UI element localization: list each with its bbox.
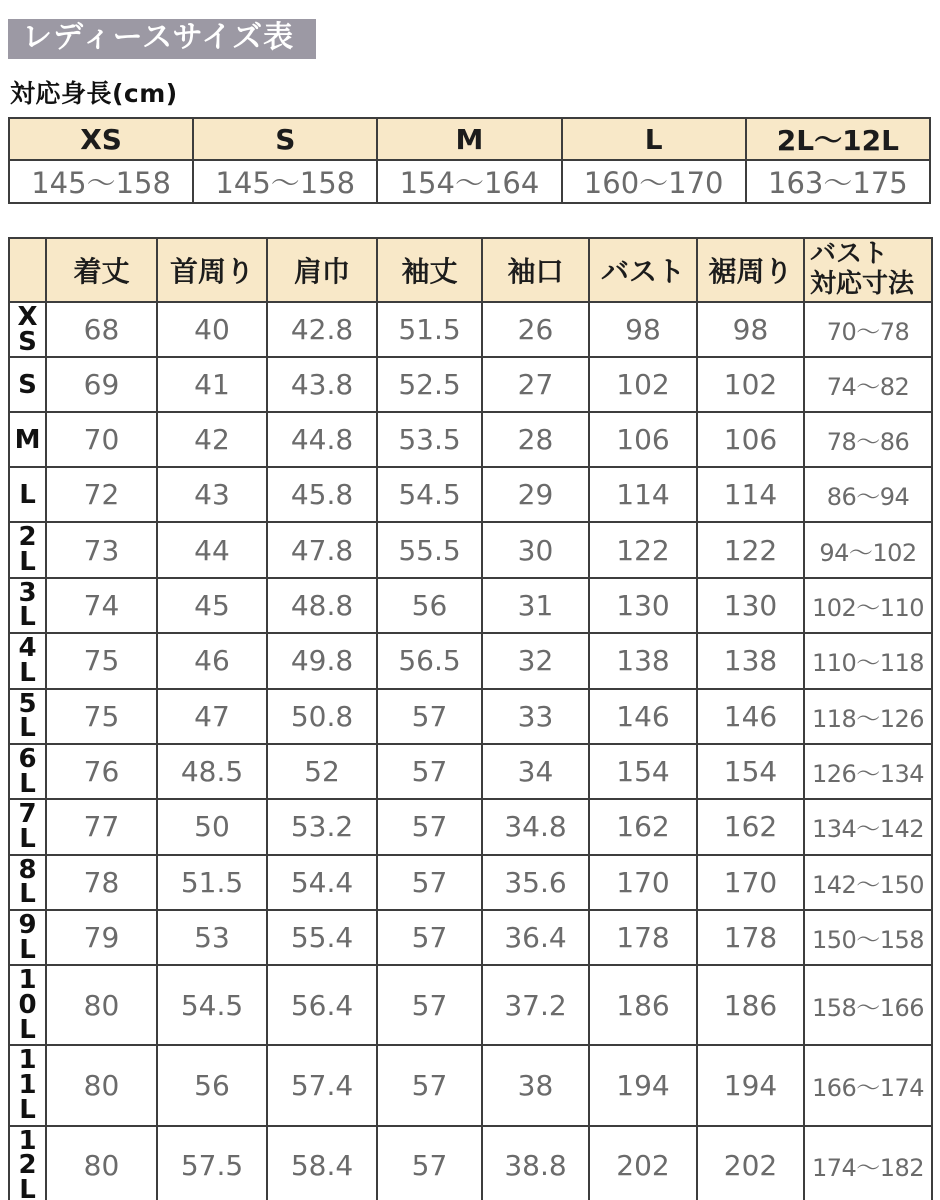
size-row-label: 9L [9,910,46,965]
height-range-cell: 163〜175 [746,160,930,203]
measurement-cell: 52 [267,744,377,799]
height-col-header: 2L〜12L [746,118,930,160]
measurement-cell: 102〜110 [804,578,932,633]
table-row [9,467,932,522]
measurement-cell: 32 [482,633,589,688]
measurement-cell: 194 [697,1045,804,1125]
measurement-cell: 47 [157,689,267,744]
measurement-cell: 34.8 [482,799,589,854]
measurement-cell: 114 [589,467,697,522]
size-table [8,237,933,1200]
measurement-cell: 33 [482,689,589,744]
measurement-cell: 44.8 [267,412,377,467]
measurement-cell: 57 [377,855,482,910]
measurement-cell: 57.4 [267,1045,377,1125]
measurement-cell: 79 [46,910,157,965]
measurement-cell: 73 [46,522,157,577]
measurement-cell: 49.8 [267,633,377,688]
size-row-label: 8L [9,855,46,910]
height-col-header: M [377,118,561,160]
measurement-cell: 102 [589,357,697,412]
measurement-cell: 58.4 [267,1126,377,1200]
measurement-cell: 75 [46,633,157,688]
measurement-cell: 130 [589,578,697,633]
bust-range-header-line1: バスト [810,239,889,270]
table-row [9,744,932,799]
measurement-cell: 154 [697,744,804,799]
measurement-cell: 57 [377,910,482,965]
measurement-cell: 51.5 [157,855,267,910]
measurement-cell: 56 [377,578,482,633]
table-row [9,855,932,910]
measurement-cell: 48.8 [267,578,377,633]
measurement-cell: 51.5 [377,302,482,357]
measurement-cell: 53.2 [267,799,377,854]
table-row [9,412,932,467]
measurement-cell: 43 [157,467,267,522]
size-row-label: 10L [9,965,46,1045]
measurement-cell: 158〜166 [804,965,932,1045]
height-col-header: XS [9,118,193,160]
measurement-cell: 72 [46,467,157,522]
measurement-cell: 47.8 [267,522,377,577]
measurement-cell: 57.5 [157,1126,267,1200]
measurement-cell: 57 [377,799,482,854]
measurement-cell: 48.5 [157,744,267,799]
height-range-cell: 160〜170 [562,160,746,203]
measure-col-header: 着丈 [46,238,157,302]
table-row [9,1045,932,1125]
measurement-cell: 54.4 [267,855,377,910]
measurement-cell: 75 [46,689,157,744]
measurement-cell: 53.5 [377,412,482,467]
measurement-cell: 142〜150 [804,855,932,910]
measurement-cell: 55.4 [267,910,377,965]
table-row [9,965,932,1045]
size-row-label: 7L [9,799,46,854]
measurement-cell: 74〜82 [804,357,932,412]
measurement-cell: 38 [482,1045,589,1125]
measurement-cell: 86〜94 [804,467,932,522]
measurement-cell: 80 [46,965,157,1045]
measurement-cell: 178 [697,910,804,965]
measurement-cell: 56.5 [377,633,482,688]
measurement-cell: 122 [697,522,804,577]
table-row [9,1126,932,1200]
measurement-cell: 186 [697,965,804,1045]
measurement-cell: 80 [46,1126,157,1200]
measurement-cell: 38.8 [482,1126,589,1200]
measurement-cell: 43.8 [267,357,377,412]
table-row [9,302,932,357]
measurement-cell: 40 [157,302,267,357]
measurement-cell: 98 [697,302,804,357]
measurement-cell: 70 [46,412,157,467]
measurement-cell: 186 [589,965,697,1045]
measurement-cell: 202 [697,1126,804,1200]
measurement-cell: 50 [157,799,267,854]
measurement-cell: 31 [482,578,589,633]
measurement-cell: 110〜118 [804,633,932,688]
measurement-cell: 76 [46,744,157,799]
measurement-cell: 29 [482,467,589,522]
height-table [8,117,931,204]
height-table-value-row [9,160,930,203]
size-row-label: 2L [9,522,46,577]
measure-col-header: 袖丈 [377,238,482,302]
table-row [9,633,932,688]
measurement-cell: 52.5 [377,357,482,412]
measurement-cell: 130 [697,578,804,633]
measure-col-header: 裾周り [697,238,804,302]
measurement-cell: 69 [46,357,157,412]
measurement-cell: 53 [157,910,267,965]
size-row-label: XS [9,302,46,357]
size-row-label: 4L [9,633,46,688]
measure-col-header: 首周り [157,238,267,302]
height-range-cell: 145〜158 [193,160,377,203]
table-row [9,799,932,854]
size-row-label: 6L [9,744,46,799]
measurement-cell: 42 [157,412,267,467]
measurement-cell: 57 [377,1126,482,1200]
measurement-cell: 154 [589,744,697,799]
measurement-cell: 98 [589,302,697,357]
measurement-cell: 138 [589,633,697,688]
measurement-cell: 36.4 [482,910,589,965]
measurement-cell: 50.8 [267,689,377,744]
measurement-cell: 78 [46,855,157,910]
measurement-cell: 114 [697,467,804,522]
measurement-cell: 54.5 [377,467,482,522]
measurement-cell: 202 [589,1126,697,1200]
size-row-label: M [9,412,46,467]
measurement-cell: 94〜102 [804,522,932,577]
measurement-cell: 106 [589,412,697,467]
measurement-cell: 57 [377,1045,482,1125]
bust-range-col-header [804,238,932,302]
measurement-cell: 56 [157,1045,267,1125]
measurement-cell: 138 [697,633,804,688]
measurement-cell: 146 [697,689,804,744]
measurement-cell: 34 [482,744,589,799]
measurement-cell: 57 [377,744,482,799]
measure-col-header: 肩巾 [267,238,377,302]
measurement-cell: 55.5 [377,522,482,577]
measurement-cell: 166〜174 [804,1045,932,1125]
measurement-cell: 102 [697,357,804,412]
height-col-header: L [562,118,746,160]
measurement-cell: 150〜158 [804,910,932,965]
measurement-cell: 170 [589,855,697,910]
size-row-label: S [9,357,46,412]
measurement-cell: 30 [482,522,589,577]
table-row [9,689,932,744]
measurement-cell: 106 [697,412,804,467]
height-range-cell: 145〜158 [9,160,193,203]
measurement-cell: 35.6 [482,855,589,910]
measurement-cell: 54.5 [157,965,267,1045]
measurement-cell: 27 [482,357,589,412]
measurement-cell: 162 [697,799,804,854]
size-row-label: 12L [9,1126,46,1200]
measurement-cell: 37.2 [482,965,589,1045]
measurement-cell: 80 [46,1045,157,1125]
corner-cell [9,238,46,302]
size-row-label: 11L [9,1045,46,1125]
size-row-label: 3L [9,578,46,633]
size-row-label: 5L [9,689,46,744]
measurement-cell: 28 [482,412,589,467]
page-title: レディースサイズ表 [8,19,316,59]
measurement-cell: 42.8 [267,302,377,357]
measurement-cell: 57 [377,689,482,744]
measurement-cell: 174〜182 [804,1126,932,1200]
measurement-cell: 194 [589,1045,697,1125]
measurement-cell: 41 [157,357,267,412]
measurement-cell: 26 [482,302,589,357]
measurement-cell: 162 [589,799,697,854]
measurement-cell: 70〜78 [804,302,932,357]
measure-col-header: 袖口 [482,238,589,302]
size-row-label: L [9,467,46,522]
measurement-cell: 45.8 [267,467,377,522]
measurement-cell: 77 [46,799,157,854]
measurement-cell: 146 [589,689,697,744]
table-row [9,522,932,577]
measurement-cell: 44 [157,522,267,577]
height-range-cell: 154〜164 [377,160,561,203]
measure-col-header: バスト [589,238,697,302]
measurement-cell: 74 [46,578,157,633]
measurement-cell: 126〜134 [804,744,932,799]
table-row [9,357,932,412]
table-row [9,910,932,965]
table-row [9,578,932,633]
measurement-cell: 78〜86 [804,412,932,467]
measurement-cell: 118〜126 [804,689,932,744]
measurement-cell: 68 [46,302,157,357]
measurement-cell: 134〜142 [804,799,932,854]
measurement-cell: 56.4 [267,965,377,1045]
height-table-header-row [9,118,930,160]
measurement-cell: 178 [589,910,697,965]
measurement-cell: 45 [157,578,267,633]
bust-range-header-line2: 対応寸法 [810,269,915,299]
measurement-cell: 122 [589,522,697,577]
measurement-cell: 170 [697,855,804,910]
height-col-header: S [193,118,377,160]
size-table-header-row [9,238,932,302]
height-table-caption: 対応身長(cm) [10,79,178,108]
measurement-cell: 57 [377,965,482,1045]
measurement-cell: 46 [157,633,267,688]
